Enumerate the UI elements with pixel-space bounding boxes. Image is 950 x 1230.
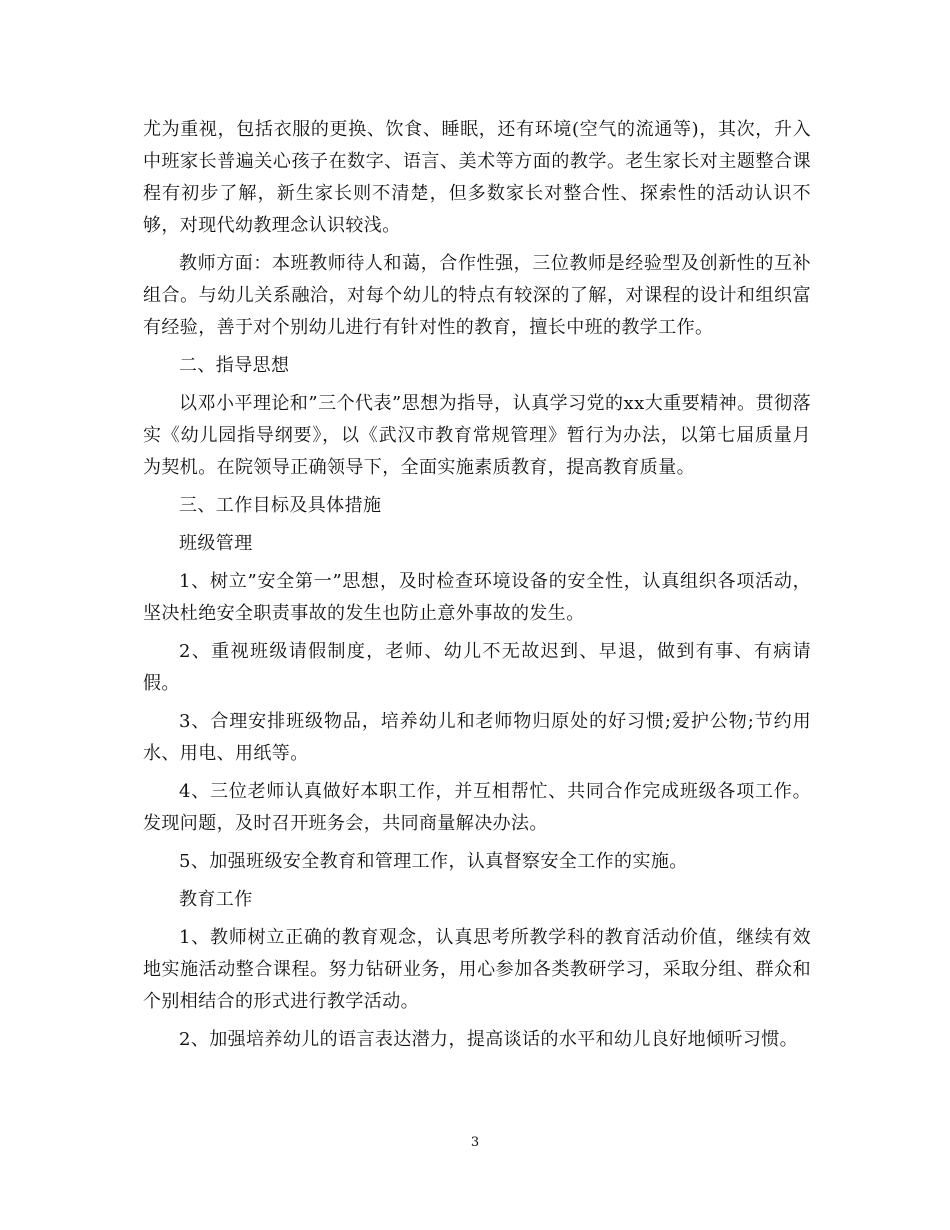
list-item-management-4: 4、三位老师认真做好本职工作，并互相帮忙、共同合作完成班级各项工作。发现问题，及时召开班务会，共同商量解决办法。: [143, 781, 811, 834]
list-item-management-2: 2、重视班级请假制度，老师、幼儿不无故迟到、早退，做到有事、有病请假。: [143, 641, 811, 694]
heading-guiding-thought: 二、指导思想: [179, 355, 290, 376]
page-number: 3: [470, 1135, 480, 1150]
paragraph-parents-concerns: 尤为重视，包括衣服的更换、饮食、睡眠，还有环境(空气的流通等)，其次，升入中班家长普遍关心孩子在数字、语言、美术等方面的教学。老生家长对主题整合课程有初步了解，新生家长则不清楚，但多数家长对整合性、探索性的活动认识不够，对现代幼教理念认识较浅。: [143, 119, 811, 236]
heading-class-management: 班级管理: [179, 533, 253, 554]
list-item-education-1: 1、教师树立正确的教育观念，认真思考所教学科的教育活动价值，继续有效地实施活动整合课程。努力钻研业务，用心参加各类教研学习，采取分组、群众和个别相结合的形式进行教学活动。: [143, 927, 811, 1012]
heading-work-goals: 三、工作目标及具体措施: [179, 495, 382, 516]
paragraph-teachers: 教师方面：本班教师待人和蔼，合作性强，三位教师是经验型及创新性的互补组合。与幼儿关系融洽，对每个幼儿的特点有较深的了解，对课程的设计和组织富有经验，善于对个别幼儿进行有针对性的教育，擅长中班的教学工作。: [143, 253, 811, 338]
list-item-management-1: 1、树立”安全第一”思想，及时检查环境设备的安全性，认真组织各项活动，坚决杜绝安全职责事故的发生也防止意外事故的发生。: [143, 571, 811, 624]
list-item-management-3: 3、合理安排班级物品，培养幼儿和老师物归原处的好习惯;爱护公物;节约用水、用电、用纸等。: [143, 711, 811, 764]
paragraph-guiding-thought: 以邓小平理论和”三个代表”思想为指导，认真学习党的xx大重要精神。贯彻落实《幼儿园指导纲要》，以《武汉市教育常规管理》暂行为办法，以第七届质量月为契机。在院领导正确领导下，全面实施素质教育，提高教育质量。: [143, 393, 811, 478]
list-item-education-2: 2、加强培养幼儿的语言表达潜力，提高谈话的水平和幼儿良好地倾听习惯。: [179, 1029, 799, 1050]
list-item-management-5: 5、加强班级安全教育和管理工作，认真督察安全工作的实施。: [179, 851, 688, 872]
heading-education-work: 教育工作: [179, 889, 253, 910]
document-body: [143, 114, 811, 1062]
